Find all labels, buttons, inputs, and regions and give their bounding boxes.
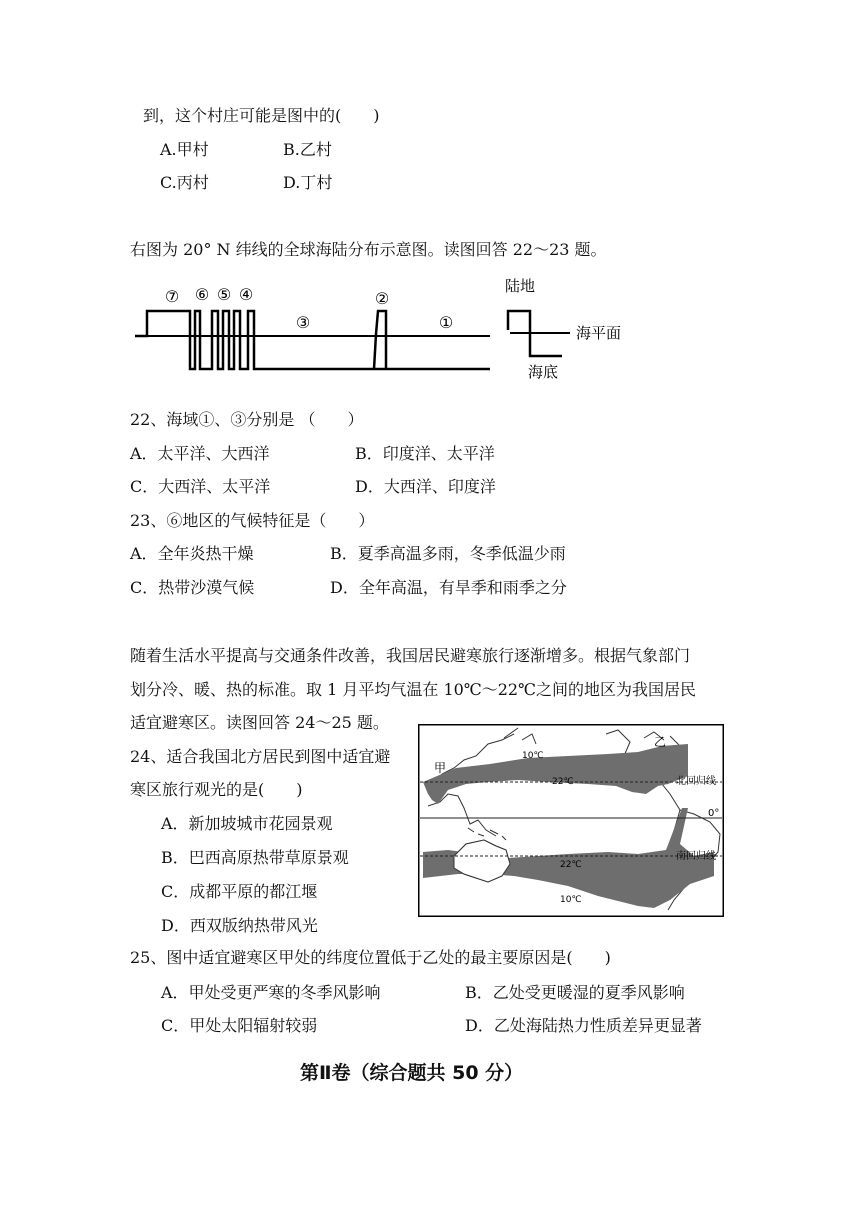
q22-option-c: C．大西洋、太平洋 — [130, 477, 271, 496]
q24-stem-line2: 寒区旅行观光的是( ) — [130, 780, 303, 799]
label-equator: 0° — [708, 808, 720, 819]
label-isotherm-22-south: 22℃ — [560, 860, 582, 870]
label-yi: 乙 — [654, 735, 667, 749]
marker-2: ② — [374, 289, 390, 308]
intro-q24-25-line2: 划分冷、暖、热的标准。取 1 月平均气温在 10℃～22℃之间的地区为我国居民 — [130, 680, 696, 699]
q25-stem: 25、图中适宜避寒区甲处的纬度位置低于乙处的最主要原因是( ) — [130, 948, 611, 967]
label-jia: 甲 — [434, 761, 447, 775]
label-isotherm-10-south: 10℃ — [560, 895, 582, 905]
label-isotherm-10-north: 10℃ — [522, 751, 544, 761]
legend-sea-level: 海平面 — [576, 324, 622, 342]
q21-option-b: B.乙村 — [283, 140, 332, 159]
intro-q24-25-line1: 随着生活水平提高与交通条件改善，我国居民避寒旅行逐渐增多。根据气象部门 — [130, 646, 691, 665]
q23-option-d: D．全年高温，有旱季和雨季之分 — [330, 578, 567, 597]
intro-q22-23: 右图为 20° N 纬线的全球海陆分布示意图。读图回答 22～23 题。 — [130, 240, 607, 259]
marker-7: ⑦ — [164, 287, 180, 306]
q22-option-b: B．印度洋、太平洋 — [355, 444, 495, 463]
q23-option-c: C．热带沙漠气候 — [130, 578, 255, 597]
q24-option-d: D．西双版纳热带风光 — [161, 916, 318, 935]
legend-sea-floor: 海底 — [528, 363, 559, 381]
q24-option-a: A．新加坡城市花园景观 — [161, 814, 333, 833]
section-title: 第Ⅱ卷（综合题共 50 分） — [300, 1062, 524, 1084]
label-isotherm-22-north: 22℃ — [552, 777, 574, 787]
legend-land: 陆地 — [505, 277, 536, 295]
q21-option-d: D.丁村 — [283, 173, 333, 192]
q22-stem: 22、海域①、③分别是 （ ） — [130, 410, 364, 429]
intro-q24-25-line3: 适宜避寒区。读图回答 24～25 题。 — [130, 713, 389, 732]
q24-stem-line1: 24、适合我国北方居民到图中适宜避 — [130, 747, 391, 766]
q21-option-c: C.丙村 — [160, 173, 209, 192]
q24-option-b: B．巴西高原热带草原景观 — [161, 848, 349, 867]
q25-option-a: A．甲处受更严寒的冬季风影响 — [161, 983, 381, 1002]
q25-option-b: B．乙处受更暖湿的夏季风影响 — [465, 983, 685, 1002]
q23-stem: 23、⑥地区的气候特征是（ ） — [130, 511, 375, 530]
q21-option-a: A.甲村 — [160, 140, 209, 159]
q21-stem-tail: 到，这个村庄可能是图中的( ) — [143, 106, 380, 125]
marker-3: ③ — [295, 313, 311, 332]
marker-6: ⑥ — [194, 285, 210, 304]
q23-option-a: A．全年炎热干燥 — [130, 544, 254, 563]
q25-option-d: D．乙处海陆热力性质差异更显著 — [465, 1016, 702, 1035]
label-tropic-south: 南回归线 — [676, 851, 716, 862]
q24-option-c: C．成都平原的都江堰 — [161, 882, 318, 901]
q23-option-b: B．夏季高温多雨，冬季低温少雨 — [330, 544, 566, 563]
q22-option-a: A．太平洋、大西洋 — [130, 444, 270, 463]
marker-4: ④ — [238, 285, 254, 304]
q25-option-c: C．甲处太阳辐射较弱 — [161, 1016, 318, 1035]
q22-option-d: D．大西洋、印度洋 — [355, 477, 496, 496]
label-tropic-north: 北回归线 — [676, 776, 716, 787]
ocean-land-profile-diagram — [130, 274, 650, 386]
marker-1: ① — [438, 313, 454, 332]
winter-refuge-map — [418, 724, 724, 917]
marker-5: ⑤ — [216, 285, 232, 304]
